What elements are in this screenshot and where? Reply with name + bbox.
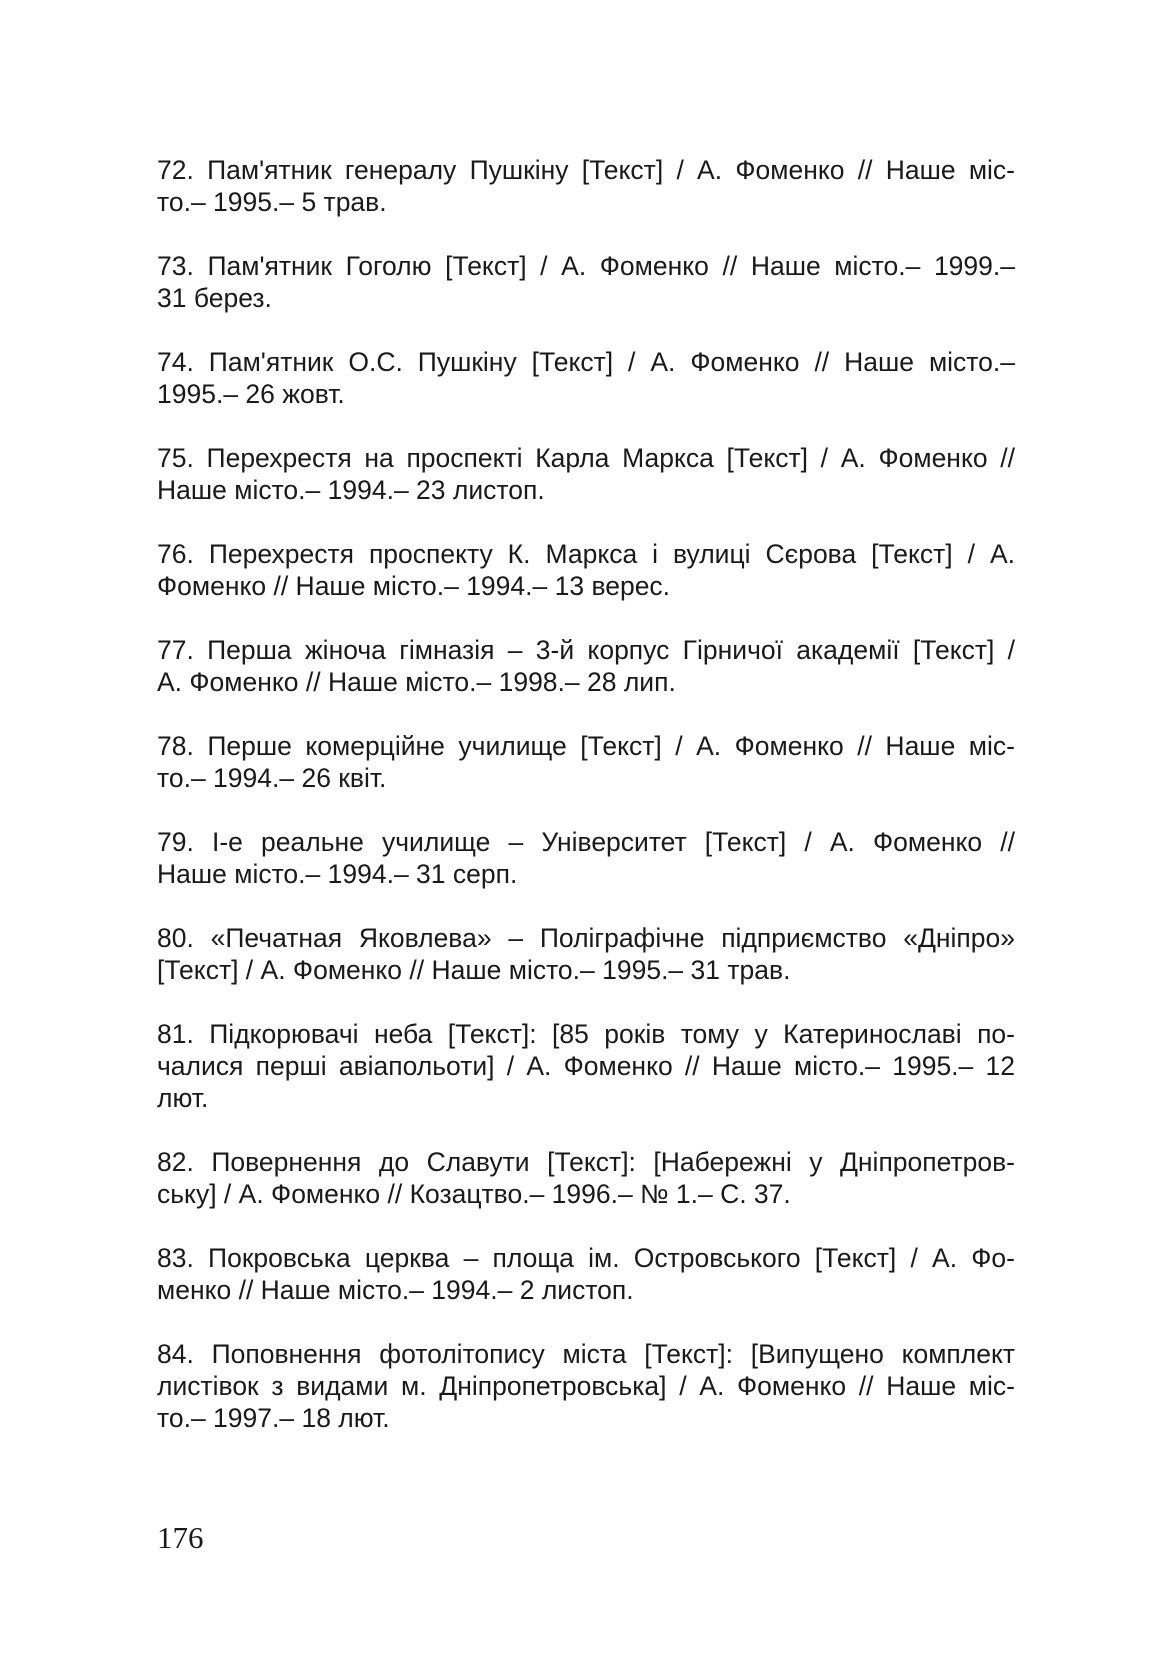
entry-line: то.– 1994.– 26 квіт. [157, 763, 387, 793]
entry-line: то.– 1995.– 5 трав. [157, 187, 387, 217]
entry-line: 73. Пам'ятник Гоголю [Текст] / А. Фоменко // Наше місто.– 1999.– [157, 251, 1015, 281]
entry-line: 77. Перша жіноча гімназія – 3-й корпус Гірничої академії [Текст] / [157, 635, 1015, 665]
entry-line: 83. Покровська церква – площа ім. Островського [Текст] / А. Фо- [157, 1243, 1015, 1273]
entry-line: 78. Перше комерційне училище [Текст] / А. Фоменко // Наше міс- [157, 731, 1015, 761]
entry-line: 76. Перехрестя проспекту К. Маркса і вулиці Сєрова [Текст] / А. [157, 539, 1015, 569]
entry-line: менко // Наше місто.– 1994.– 2 листоп. [157, 1275, 634, 1305]
entry-line: 79. І-е реальне училище – Університет [Текст] / А. Фоменко // [157, 827, 1015, 857]
bibliography-entry-82 [157, 1146, 1015, 1210]
entry-line: 84. Поповнення фотолітопису міста [Текст]: [Випущено комплект [157, 1339, 1015, 1369]
entry-line: ську] / А. Фоменко // Козацтво.– 1996.– № 1.– С. 37. [157, 1179, 791, 1209]
bibliography-entry-73 [157, 250, 1015, 314]
bibliography-entry-81 [157, 1018, 1015, 1114]
entry-line: 82. Повернення до Славути [Текст]: [Набережні у Дніпропетров- [157, 1147, 1015, 1177]
bibliography-entry-83 [157, 1242, 1015, 1306]
entry-line: 80. «Печатная Яковлева» – Поліграфічне підприємство «Дніпро» [157, 923, 1015, 953]
entry-line: 72. Пам'ятник генералу Пушкіну [Текст] / А. Фоменко // Наше міс- [157, 155, 1015, 185]
entry-line: Фоменко // Наше місто.– 1994.– 13 верес. [157, 571, 671, 601]
bibliography-entry-80 [157, 922, 1015, 986]
bibliography-list [157, 154, 1015, 1466]
entry-line: 1995.– 26 жовт. [157, 379, 345, 409]
bibliography-entry-75 [157, 442, 1015, 506]
bibliography-entry-77 [157, 634, 1015, 698]
entry-line: А. Фоменко // Наше місто.– 1998.– 28 лип. [157, 667, 676, 697]
entry-line: то.– 1997.– 18 лют. [157, 1403, 390, 1433]
bibliography-entry-76 [157, 538, 1015, 602]
entry-line: лют. [157, 1083, 209, 1113]
entry-line: [Текст] / А. Фоменко // Наше місто.– 1995.– 31 трав. [157, 955, 791, 985]
bibliography-entry-74 [157, 346, 1015, 410]
bibliography-entry-78 [157, 730, 1015, 794]
entry-line: 74. Пам'ятник О.С. Пушкіну [Текст] / А. Фоменко // Наше місто.– [157, 347, 1015, 377]
entry-line: чалися перші авіапольоти] / А. Фоменко // Наше місто.– 1995.– 12 [157, 1051, 1015, 1081]
entry-line: Наше місто.– 1994.– 23 листоп. [157, 475, 545, 505]
entry-line: 81. Підкорювачі неба [Текст]: [85 років тому у Катеринославі по- [157, 1019, 1015, 1049]
entry-line: Наше місто.– 1994.– 31 серп. [157, 859, 518, 889]
entry-line: листівок з видами м. Дніпропетровська] / А. Фоменко // Наше міс- [157, 1371, 1015, 1401]
entry-line: 31 берез. [157, 283, 272, 313]
entry-line: 75. Перехрестя на проспекті Карла Маркса [Текст] / А. Фоменко // [157, 443, 1015, 473]
bibliography-entry-72 [157, 154, 1015, 218]
bibliography-entry-79 [157, 826, 1015, 890]
bibliography-entry-84 [157, 1338, 1015, 1434]
page-number: 176 [157, 1520, 204, 1555]
